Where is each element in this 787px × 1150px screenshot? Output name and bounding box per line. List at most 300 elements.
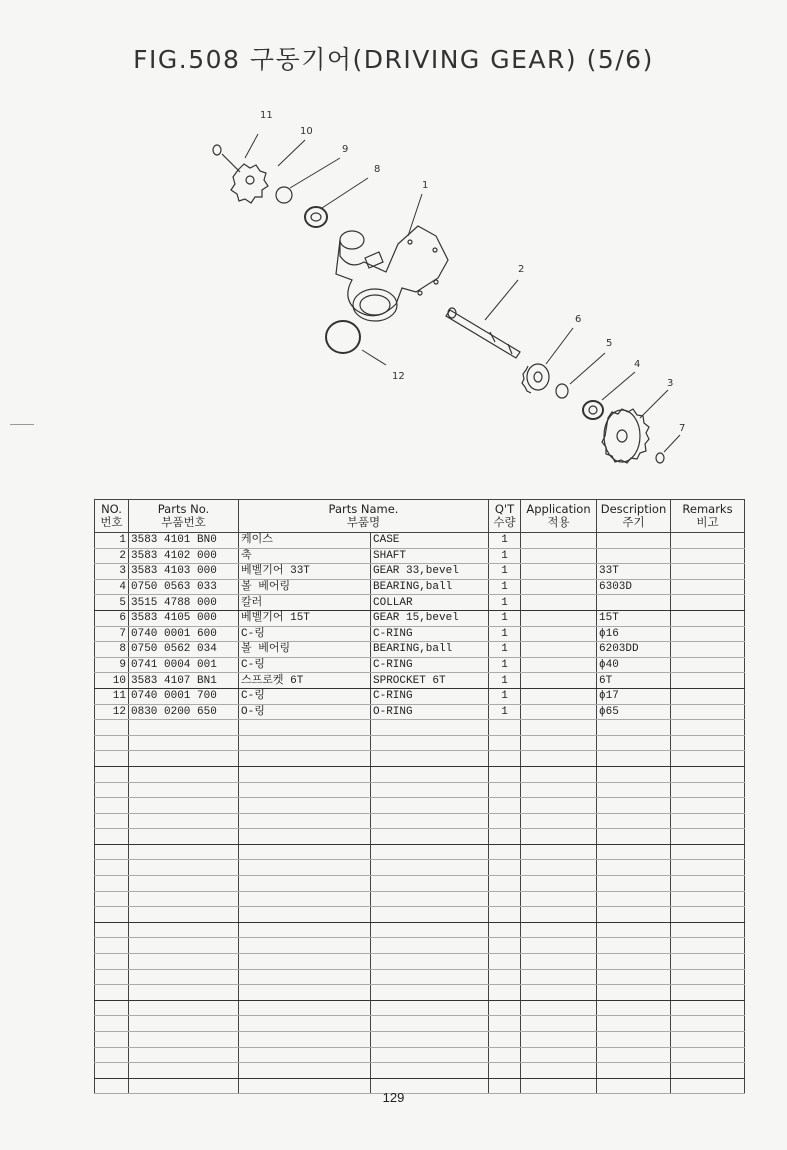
row-description: [597, 751, 671, 767]
row-no: 10: [95, 673, 129, 689]
row-name-kr: [239, 876, 371, 892]
row-part-number: 3583 4101 BN0: [129, 533, 239, 549]
row-application: [521, 1032, 597, 1048]
row-name-en: [371, 751, 489, 767]
row-name-kr: 칼러: [239, 595, 371, 611]
row-part-number: [129, 1016, 239, 1032]
row-no: [95, 1063, 129, 1079]
empty-table-row: [95, 922, 745, 938]
row-remarks: [671, 860, 745, 876]
empty-table-row: [95, 876, 745, 892]
row-application: [521, 751, 597, 767]
callout-6: 6: [575, 314, 582, 325]
row-part-number: 0740 0001 700: [129, 688, 239, 704]
row-part-number: [129, 954, 239, 970]
row-no: [95, 907, 129, 923]
row-name-kr: [239, 891, 371, 907]
empty-table-row: [95, 720, 745, 736]
row-description: [597, 969, 671, 985]
row-name-kr: 베벨기어 33T: [239, 564, 371, 580]
row-no: [95, 829, 129, 845]
row-name-en: SHAFT: [371, 548, 489, 564]
row-qty: [489, 844, 521, 860]
row-remarks: [671, 564, 745, 580]
empty-table-row: [95, 1000, 745, 1016]
row-description: [597, 844, 671, 860]
row-qty: [489, 1000, 521, 1016]
row-qty: 1: [489, 595, 521, 611]
row-name-kr: [239, 938, 371, 954]
row-part-number: [129, 907, 239, 923]
row-no: [95, 1016, 129, 1032]
empty-table-row: [95, 766, 745, 782]
page-title: FIG.508 구동기어(DRIVING GEAR) (5/6): [133, 45, 654, 74]
row-remarks: [671, 735, 745, 751]
row-part-number: [129, 876, 239, 892]
row-part-number: [129, 766, 239, 782]
row-name-kr: [239, 751, 371, 767]
row-remarks: [671, 626, 745, 642]
row-qty: [489, 876, 521, 892]
part-5-collar: [556, 384, 568, 398]
row-remarks: [671, 610, 745, 626]
row-name-en: CASE: [371, 533, 489, 549]
empty-table-row: [95, 735, 745, 751]
row-name-en: SPROCKET 6T: [371, 673, 489, 689]
row-no: [95, 1047, 129, 1063]
row-application: [521, 735, 597, 751]
parts-list-table: [94, 499, 744, 1086]
row-application: [521, 844, 597, 860]
row-description: [597, 766, 671, 782]
row-name-kr: [239, 844, 371, 860]
row-qty: [489, 1063, 521, 1079]
row-name-kr: C-링: [239, 688, 371, 704]
row-name-kr: 볼 베어링: [239, 579, 371, 595]
row-qty: 1: [489, 688, 521, 704]
empty-table-row: [95, 844, 745, 860]
row-name-kr: [239, 1032, 371, 1048]
row-name-en: BEARING,ball: [371, 579, 489, 595]
row-name-en: O-RING: [371, 704, 489, 720]
row-description: [597, 533, 671, 549]
row-description: [597, 1032, 671, 1048]
row-part-number: [129, 782, 239, 798]
part-8-bearing: [305, 207, 327, 227]
row-name-kr: 스프로켓 6T: [239, 673, 371, 689]
row-qty: [489, 907, 521, 923]
row-no: [95, 798, 129, 814]
row-application: [521, 1000, 597, 1016]
row-remarks: [671, 954, 745, 970]
callout-9: 9: [342, 144, 349, 155]
row-qty: 1: [489, 548, 521, 564]
row-qty: 1: [489, 673, 521, 689]
row-description: 6203DD: [597, 642, 671, 658]
row-qty: [489, 1032, 521, 1048]
row-no: [95, 813, 129, 829]
row-name-en: COLLAR: [371, 595, 489, 611]
row-qty: [489, 1016, 521, 1032]
callout-12: 12: [392, 371, 405, 382]
row-remarks: [671, 751, 745, 767]
row-description: ϕ40: [597, 657, 671, 673]
row-name-en: [371, 844, 489, 860]
row-no: 9: [95, 657, 129, 673]
table-row: [95, 564, 745, 580]
row-application: [521, 533, 597, 549]
row-remarks: [671, 782, 745, 798]
row-remarks: [671, 813, 745, 829]
row-part-number: 0750 0563 033: [129, 579, 239, 595]
row-remarks: [671, 891, 745, 907]
table-row: [95, 673, 745, 689]
row-qty: [489, 969, 521, 985]
row-description: [597, 829, 671, 845]
row-application: [521, 579, 597, 595]
row-name-kr: [239, 1047, 371, 1063]
row-description: [597, 1016, 671, 1032]
row-application: [521, 922, 597, 938]
parts-table-body: [95, 533, 745, 1094]
empty-table-row: [95, 938, 745, 954]
row-application: [521, 657, 597, 673]
callout-5: 5: [606, 338, 613, 349]
row-qty: [489, 891, 521, 907]
row-description: [597, 891, 671, 907]
callout-8: 8: [374, 164, 381, 175]
part-2-shaft: [446, 308, 520, 358]
row-part-number: 0740 0001 600: [129, 626, 239, 642]
row-application: [521, 548, 597, 564]
callout-1: 1: [422, 180, 429, 191]
row-name-kr: 볼 베어링: [239, 642, 371, 658]
row-application: [521, 860, 597, 876]
header-no: NO. 번호: [95, 500, 129, 533]
row-part-number: [129, 969, 239, 985]
row-application: [521, 688, 597, 704]
row-name-en: [371, 813, 489, 829]
row-description: [597, 595, 671, 611]
callout-11: 11: [260, 110, 273, 121]
row-name-kr: [239, 798, 371, 814]
part-6-bevel-gear: [522, 364, 549, 393]
row-application: [521, 704, 597, 720]
row-remarks: [671, 1000, 745, 1016]
row-part-number: [129, 735, 239, 751]
row-name-en: GEAR 15,bevel: [371, 610, 489, 626]
row-application: [521, 813, 597, 829]
row-description: [597, 782, 671, 798]
empty-table-row: [95, 1016, 745, 1032]
row-remarks: [671, 657, 745, 673]
row-no: 8: [95, 642, 129, 658]
row-part-number: [129, 891, 239, 907]
empty-table-row: [95, 1063, 745, 1079]
margin-mark: [10, 424, 34, 425]
row-name-kr: [239, 782, 371, 798]
row-name-en: [371, 891, 489, 907]
row-no: 4: [95, 579, 129, 595]
row-name-en: [371, 860, 489, 876]
row-remarks: [671, 579, 745, 595]
empty-table-row: [95, 1047, 745, 1063]
header-description: Description 주기: [597, 500, 671, 533]
header-application: Application 적용: [521, 500, 597, 533]
row-remarks: [671, 642, 745, 658]
row-no: [95, 1000, 129, 1016]
row-part-number: 3515 4788 000: [129, 595, 239, 611]
row-qty: [489, 829, 521, 845]
table-row: [95, 533, 745, 549]
row-remarks: [671, 1016, 745, 1032]
row-no: [95, 720, 129, 736]
row-remarks: [671, 688, 745, 704]
row-name-en: GEAR 33,bevel: [371, 564, 489, 580]
row-name-kr: 베벨기어 15T: [239, 610, 371, 626]
callout-2: 2: [518, 264, 525, 275]
row-qty: [489, 813, 521, 829]
header-qty: Q'T 수량: [489, 500, 521, 533]
row-no: [95, 891, 129, 907]
row-no: [95, 1032, 129, 1048]
part-12-o-ring: [326, 321, 360, 353]
row-qty: 1: [489, 704, 521, 720]
row-qty: [489, 860, 521, 876]
row-name-kr: [239, 813, 371, 829]
row-name-kr: [239, 860, 371, 876]
row-application: [521, 954, 597, 970]
row-remarks: [671, 548, 745, 564]
row-name-kr: 축: [239, 548, 371, 564]
row-part-number: 0750 0562 034: [129, 642, 239, 658]
row-application: [521, 766, 597, 782]
row-name-en: [371, 922, 489, 938]
row-name-kr: [239, 766, 371, 782]
row-name-kr: C-링: [239, 626, 371, 642]
row-name-en: [371, 798, 489, 814]
table-row: [95, 688, 745, 704]
row-remarks: [671, 766, 745, 782]
row-name-en: [371, 1063, 489, 1079]
row-name-en: [371, 829, 489, 845]
row-qty: [489, 985, 521, 1001]
row-part-number: [129, 751, 239, 767]
row-no: 1: [95, 533, 129, 549]
row-name-en: C-RING: [371, 688, 489, 704]
row-description: 6T: [597, 673, 671, 689]
row-description: ϕ16: [597, 626, 671, 642]
page-number: 129: [382, 1090, 405, 1105]
row-application: [521, 595, 597, 611]
row-description: [597, 798, 671, 814]
row-name-kr: [239, 720, 371, 736]
row-part-number: [129, 985, 239, 1001]
row-name-en: [371, 720, 489, 736]
row-remarks: [671, 1032, 745, 1048]
row-part-number: [129, 813, 239, 829]
row-description: [597, 1047, 671, 1063]
table-row: [95, 548, 745, 564]
row-application: [521, 1063, 597, 1079]
row-part-number: 3583 4102 000: [129, 548, 239, 564]
row-name-en: [371, 782, 489, 798]
row-part-number: 0741 0004 001: [129, 657, 239, 673]
row-qty: [489, 954, 521, 970]
row-application: [521, 876, 597, 892]
empty-table-row: [95, 891, 745, 907]
row-remarks: [671, 1063, 745, 1079]
empty-table-row: [95, 969, 745, 985]
row-remarks: [671, 907, 745, 923]
row-qty: 1: [489, 642, 521, 658]
row-qty: [489, 751, 521, 767]
row-part-number: 3583 4107 BN1: [129, 673, 239, 689]
row-application: [521, 938, 597, 954]
callout-10: 10: [300, 126, 313, 137]
row-part-number: 3583 4105 000: [129, 610, 239, 626]
row-qty: 1: [489, 626, 521, 642]
row-no: 5: [95, 595, 129, 611]
row-no: [95, 954, 129, 970]
row-description: [597, 860, 671, 876]
row-name-en: [371, 1016, 489, 1032]
row-part-number: [129, 1000, 239, 1016]
row-name-en: [371, 907, 489, 923]
exploded-parts-diagram: [190, 100, 710, 490]
row-part-number: [129, 1063, 239, 1079]
row-qty: [489, 782, 521, 798]
row-application: [521, 673, 597, 689]
row-no: 2: [95, 548, 129, 564]
row-remarks: [671, 969, 745, 985]
row-no: [95, 844, 129, 860]
row-application: [521, 985, 597, 1001]
row-application: [521, 969, 597, 985]
row-name-kr: [239, 1016, 371, 1032]
row-remarks: [671, 844, 745, 860]
row-no: 6: [95, 610, 129, 626]
row-name-kr: [239, 829, 371, 845]
part-4-bearing: [583, 401, 603, 419]
row-description: 6303D: [597, 579, 671, 595]
row-name-en: [371, 954, 489, 970]
row-qty: [489, 766, 521, 782]
row-qty: 1: [489, 579, 521, 595]
row-no: 7: [95, 626, 129, 642]
row-description: [597, 1000, 671, 1016]
row-application: [521, 782, 597, 798]
empty-table-row: [95, 782, 745, 798]
table-row: [95, 579, 745, 595]
row-no: [95, 751, 129, 767]
row-name-kr: [239, 985, 371, 1001]
row-no: 3: [95, 564, 129, 580]
empty-table-row: [95, 985, 745, 1001]
row-application: [521, 626, 597, 642]
row-description: [597, 548, 671, 564]
row-description: [597, 922, 671, 938]
row-name-en: C-RING: [371, 626, 489, 642]
row-part-number: 0830 0200 650: [129, 704, 239, 720]
empty-table-row: [95, 907, 745, 923]
row-remarks: [671, 798, 745, 814]
row-name-kr: C-링: [239, 657, 371, 673]
row-remarks: [671, 922, 745, 938]
row-name-en: [371, 735, 489, 751]
row-qty: [489, 735, 521, 751]
row-description: [597, 813, 671, 829]
row-no: [95, 782, 129, 798]
row-description: [597, 954, 671, 970]
empty-table-row: [95, 1032, 745, 1048]
row-no: [95, 735, 129, 751]
row-no: [95, 876, 129, 892]
row-name-kr: [239, 922, 371, 938]
row-remarks: [671, 533, 745, 549]
row-name-en: [371, 1032, 489, 1048]
empty-table-row: [95, 954, 745, 970]
part-9-c-ring: [276, 187, 292, 203]
row-description: [597, 938, 671, 954]
row-application: [521, 610, 597, 626]
row-qty: 1: [489, 657, 521, 673]
row-qty: [489, 1047, 521, 1063]
row-application: [521, 907, 597, 923]
row-name-kr: 케이스: [239, 533, 371, 549]
row-description: ϕ17: [597, 688, 671, 704]
row-remarks: [671, 720, 745, 736]
row-description: ϕ65: [597, 704, 671, 720]
row-application: [521, 1016, 597, 1032]
row-remarks: [671, 876, 745, 892]
row-application: [521, 564, 597, 580]
row-description: 33T: [597, 564, 671, 580]
row-name-kr: [239, 1063, 371, 1079]
row-no: 12: [95, 704, 129, 720]
row-name-kr: [239, 969, 371, 985]
row-remarks: [671, 595, 745, 611]
row-description: [597, 876, 671, 892]
row-part-number: [129, 798, 239, 814]
empty-table-row: [95, 798, 745, 814]
row-qty: [489, 938, 521, 954]
row-part-number: [129, 829, 239, 845]
empty-table-row: [95, 860, 745, 876]
row-qty: [489, 798, 521, 814]
row-name-kr: [239, 1000, 371, 1016]
row-part-number: [129, 1047, 239, 1063]
empty-table-row: [95, 751, 745, 767]
row-remarks: [671, 829, 745, 845]
row-part-number: [129, 720, 239, 736]
row-no: [95, 766, 129, 782]
row-description: [597, 1063, 671, 1079]
callout-7: 7: [679, 423, 686, 434]
row-qty: 1: [489, 610, 521, 626]
row-no: [95, 985, 129, 1001]
row-no: [95, 969, 129, 985]
row-description: [597, 735, 671, 751]
row-name-en: [371, 1047, 489, 1063]
table-row: [95, 595, 745, 611]
row-name-en: [371, 876, 489, 892]
table-row: [95, 610, 745, 626]
row-name-en: [371, 1000, 489, 1016]
part-10-sprocket: [222, 154, 268, 203]
row-application: [521, 720, 597, 736]
header-parts-name: Parts Name. 부품명: [239, 500, 489, 533]
